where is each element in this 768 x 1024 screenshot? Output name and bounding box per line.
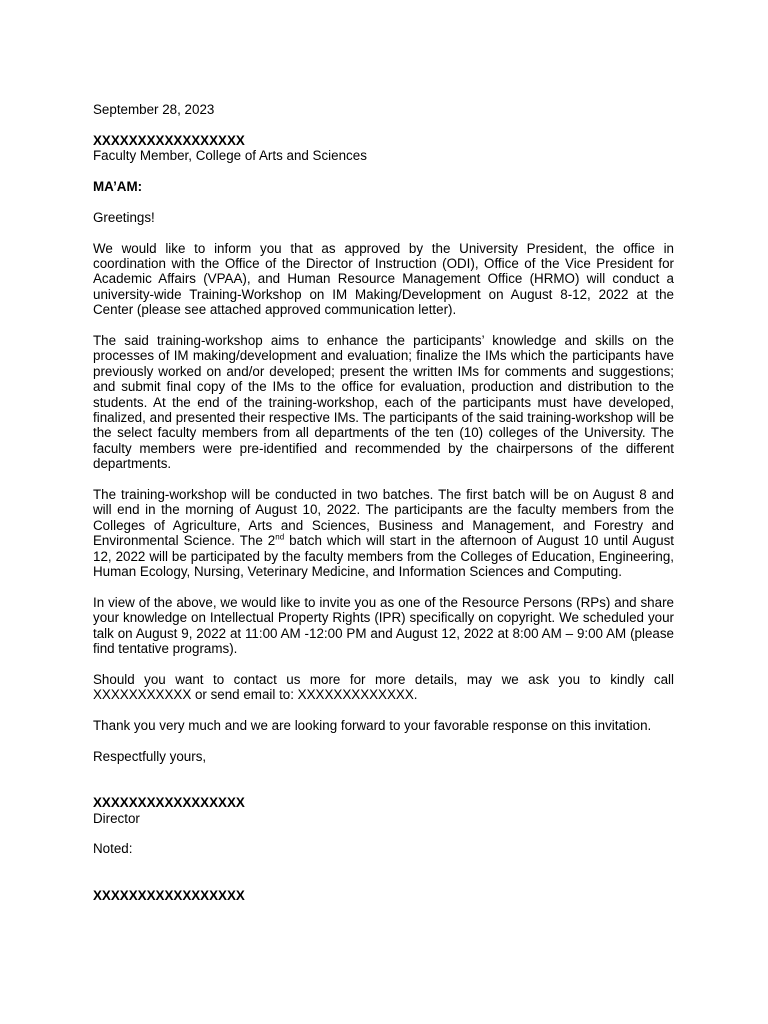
recipient-name: XXXXXXXXXXXXXXXXX <box>93 132 245 148</box>
closing: Respectfully yours, <box>93 748 207 764</box>
salutation: MA’AM: <box>93 179 143 194</box>
paragraph-batches-part-1: The training-workshop will be conducted in two batches. The first batch will be on August 8 and will end in the morning of August 10, 2022. The participants are the faculty members from the Colleges of Agriculture, Arts and Sciences, Business and Management, and Forestry and Environmental Science. The 2 <box>93 487 674 549</box>
paragraph-announcement: We would like to inform you that as approved by the University President, the office in coordination with the Office of the Director of Instruction (ODI), Office of the Vice President for Academic Affairs (VPAA), and Human Resource Management Office (HRMO) will conduct a university-wide Training-Workshop on IM Making/Development on August 8-12, 2022 at the Center (please see attached approved communication letter). <box>93 240 674 318</box>
recipient-title: Faculty Member, College of Arts and Sciences <box>93 148 367 164</box>
letter-body <box>93 102 674 903</box>
signatory-name: XXXXXXXXXXXXXXXXX <box>93 795 245 811</box>
paragraph-batches <box>93 487 674 579</box>
letter-date: September 28, 2023 <box>93 102 215 117</box>
noted-name: XXXXXXXXXXXXXXXXX <box>93 887 245 903</box>
ordinal-suffix: nd <box>275 532 285 542</box>
noted-label: Noted: <box>93 841 133 857</box>
greeting: Greetings! <box>93 209 155 225</box>
paragraph-objectives: The said training-workshop aims to enhance the participants’ knowledge and skills on the processes of IM making/development and evaluation; finalize the IMs which the participants have previously worked on and/or developed; present the written IMs for comments and suggestions; and submit final copy of the IMs to the office for evaluation, production and distribution to the students. At the end of the training-workshop, each of the participants must have developed, finalized, and presented their respective IMs. The participants of the said training-workshop will be the select faculty members from all departments of the ten (10) colleges of the University. The faculty members were pre-identified and recommended by the chairpersons of the different departments. <box>93 333 674 472</box>
paragraph-batches-part-2: batch which will start in the afternoon of August 10 until August 12, 2022 will be participated by the faculty members from the Colleges of Education, Engineering, Human Ecology, Nursing, Veterinary Medicine, and Information Sciences and Computing. <box>93 533 674 580</box>
paragraph-contact: Should you want to contact us more for more details, may we ask you to kindly call XXXXXXXXXXX or send email to: XXXXXXXXXXXXX. <box>93 671 674 703</box>
paragraph-thanks: Thank you very much and we are looking forward to your favorable response on this invitation. <box>93 718 652 734</box>
paragraph-invitation: In view of the above, we would like to invite you as one of the Resource Persons (RPs) and share your knowledge on Intellectual Property Rights (IPR) specifically on copyright. We scheduled your talk on August 9, 2022 at 11:00 AM -12:00 PM and August 12, 2022 at 8:00 AM – 9:00 AM (please find tentative programs). <box>93 594 674 657</box>
signatory-title: Director <box>93 810 140 826</box>
